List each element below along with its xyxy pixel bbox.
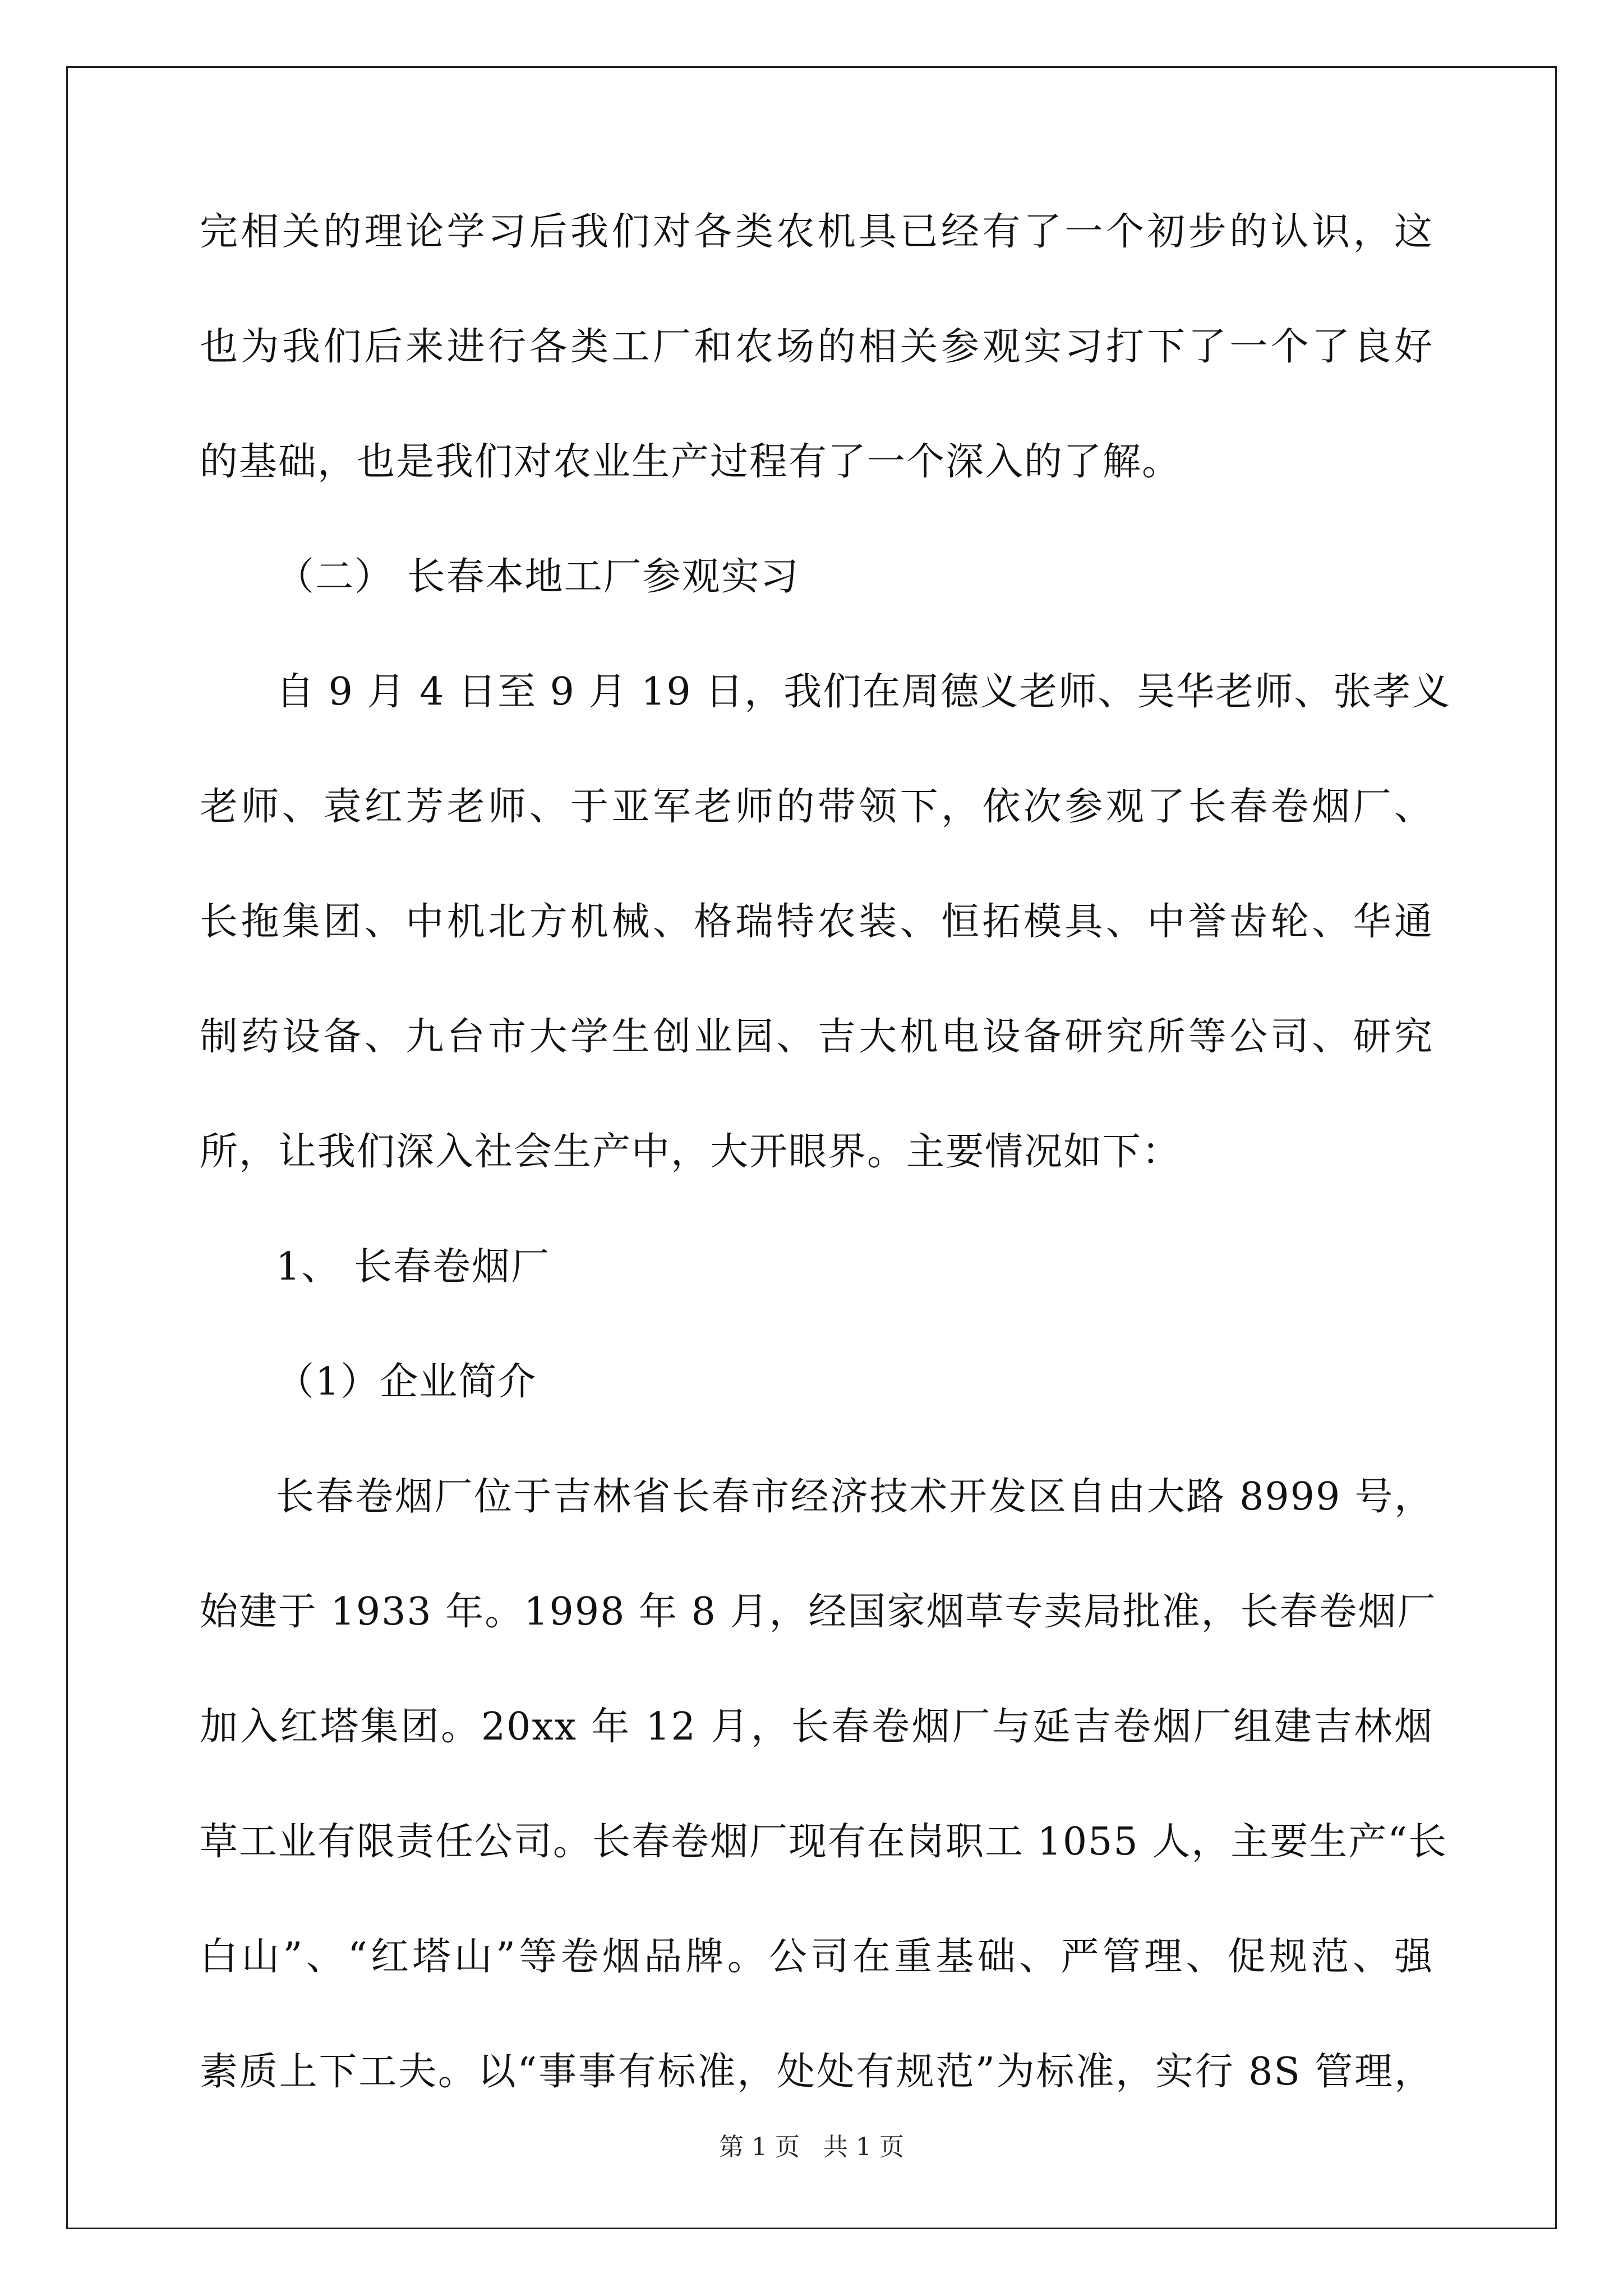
- subsection-heading: 1、 长春卷烟厂: [276, 1245, 550, 1289]
- paragraph-line: 长春卷烟厂位于吉林省长春市经济技术开发区自由大路 8999 号，: [276, 1475, 1433, 1519]
- paragraph-line: 长拖集团、中机北方机械、格瑞特农装、恒拓模具、中誉齿轮、华通: [200, 900, 1433, 944]
- paragraph-line: 所，让我们深入社会生产中，大开眼界。主要情况如下：: [200, 1130, 1182, 1174]
- paragraph-line: 老师、袁红芳老师、于亚军老师的带领下，依次参观了长春卷烟厂、: [200, 785, 1433, 829]
- paragraph-line: 白山”、“红塔山”等卷烟品牌。公司在重基础、严管理、促规范、强: [200, 1935, 1433, 1979]
- page-footer: [0, 2135, 1623, 2160]
- paragraph-line: 完相关的理论学习后我们对各类农机具已经有了一个初步的认识，这: [200, 210, 1433, 254]
- paragraph-line: 加入红塔集团。20xx 年 12 月，长春卷烟厂与延吉卷烟厂组建吉林烟: [200, 1705, 1433, 1749]
- section-heading: （二） 长春本地工厂参观实习: [276, 555, 800, 599]
- paragraph-line: 也为我们后来进行各类工厂和农场的相关参观实习打下了一个了良好: [200, 325, 1433, 369]
- paragraph-line: 始建于 1933 年。1998 年 8 月，经国家烟草专卖局批准，长春卷烟厂: [200, 1590, 1437, 1634]
- paragraph-line: 制药设备、九台市大学生创业园、吉大机电设备研究所等公司、研究: [200, 1015, 1433, 1059]
- paragraph-line: 的基础，也是我们对农业生产过程有了一个深入的了解。: [200, 440, 1182, 484]
- document-body: [200, 210, 1451, 2168]
- subsection-heading: （1）企业简介: [276, 1360, 537, 1404]
- page-number-label: 第 1 页 共 1 页: [719, 2133, 904, 2161]
- paragraph-line: 草工业有限责任公司。长春卷烟厂现有在岗职工 1055 人，主要生产“长: [200, 1820, 1448, 1864]
- paragraph-line: 素质上下工夫。以“事事有标准，处处有规范”为标准，实行 8S 管理，: [200, 2050, 1433, 2094]
- paragraph-line: 自 9 月 4 日至 9 月 19 日，我们在周德义老师、吴华老师、张孝义: [276, 670, 1451, 714]
